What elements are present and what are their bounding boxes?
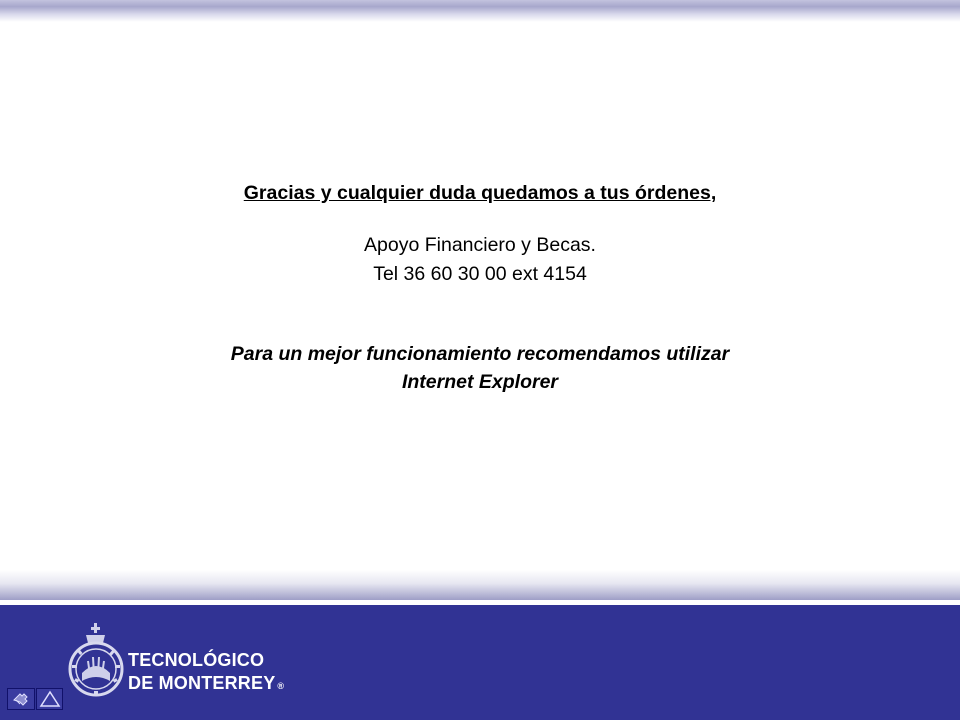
footer-shadow [0,570,960,600]
top-gradient-band [0,0,960,22]
tec-monterrey-logo [66,621,285,699]
closing-heading: Gracias y cualquier duda quedamos a tus órdenes, [243,182,717,204]
recommendation-line-1: Para un mejor funcionamiento recomendamos utilizar [230,343,730,365]
registered-mark: ® [277,681,285,691]
slide-navigation [7,688,64,710]
phone-label: Tel 36 60 30 00 ext 4154 [373,263,587,285]
logo-line-1: TECNOLÓGICO [128,650,265,670]
slide-content [0,176,960,396]
seal-emblem-icon [66,621,126,699]
logo-line-2: DE MONTERREY ® [128,673,285,693]
recommendation-line-2: Internet Explorer [401,371,559,393]
back-button[interactable] [7,688,35,710]
home-button[interactable] [36,688,64,710]
back-arrow-icon [10,690,32,708]
logo-wordmark [128,649,284,698]
home-triangle-icon [39,690,61,708]
department-label: Apoyo Financiero y Becas. [364,234,596,256]
